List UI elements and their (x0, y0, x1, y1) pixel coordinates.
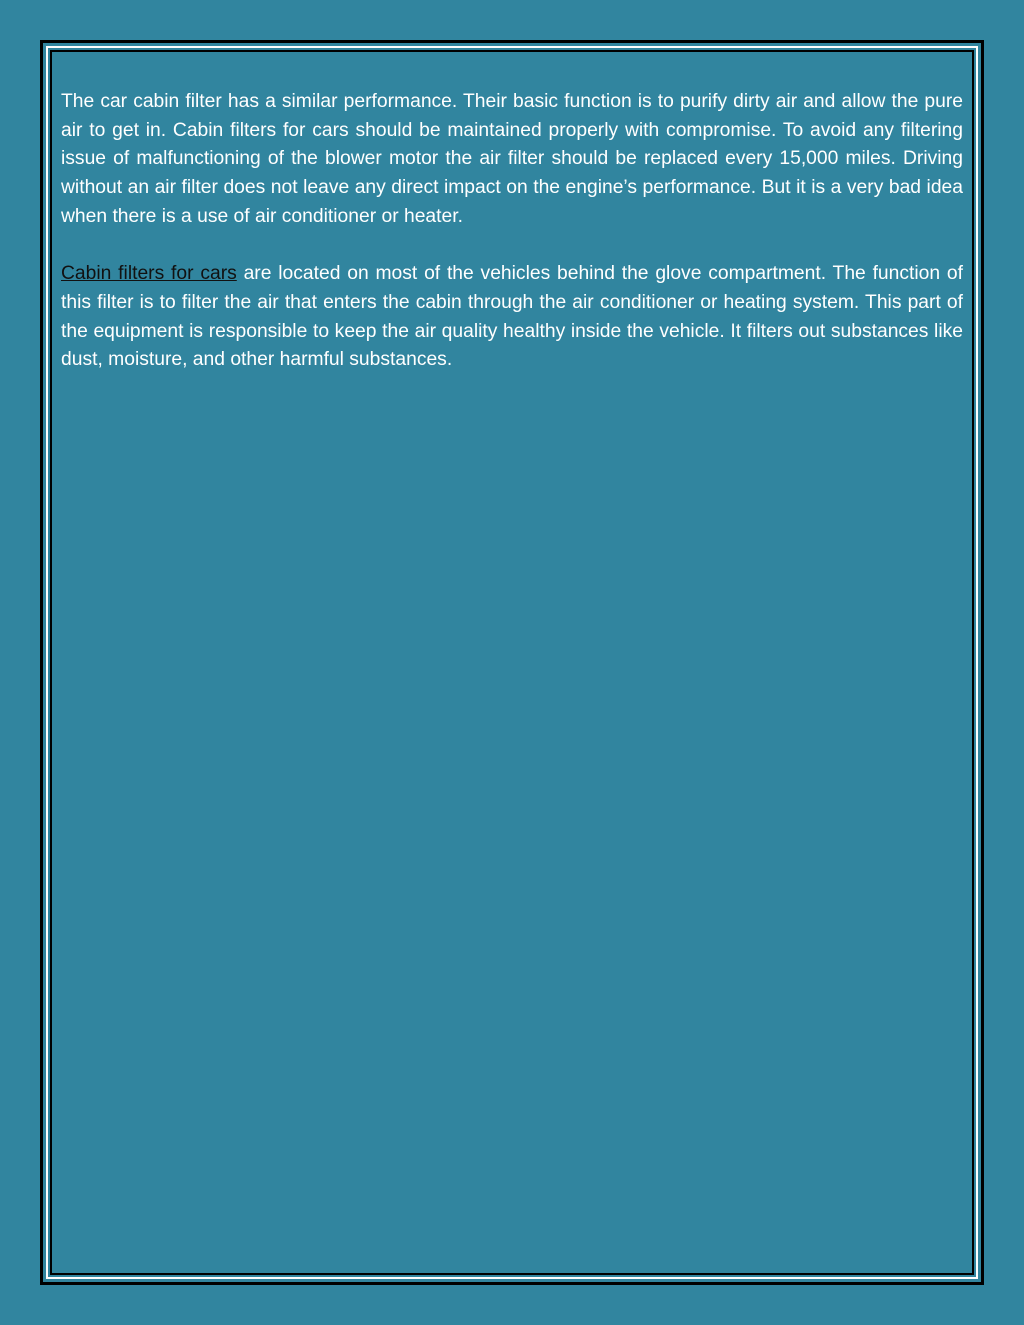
paragraph-2-text: are located on most of the vehicles behind the glove compartment. The function of this filter is to filter the air that enters the cabin through the air conditioner or heating system. This part of the equipment is responsible to keep the air quality healthy inside the vehicle. It filters out substances like dust, moisture, and other harmful substances. (61, 263, 963, 371)
paragraph-2 (61, 260, 963, 375)
cabin-filters-link[interactable]: Cabin filters for cars (61, 263, 237, 285)
document-body (61, 88, 963, 404)
paragraph-1: The car cabin filter has a similar performance. Their basic function is to purify dirty air and allow the pure air to get in. Cabin filters for cars should be maintained properly with compromise. To avoid any filtering issue of malfunctioning of the blower motor the air filter should be replaced every 15,000 miles. Driving without an air filter does not leave any direct impact on the engine’s performance. But it is a very bad idea when there is a use of air conditioner or heater. (61, 91, 963, 227)
